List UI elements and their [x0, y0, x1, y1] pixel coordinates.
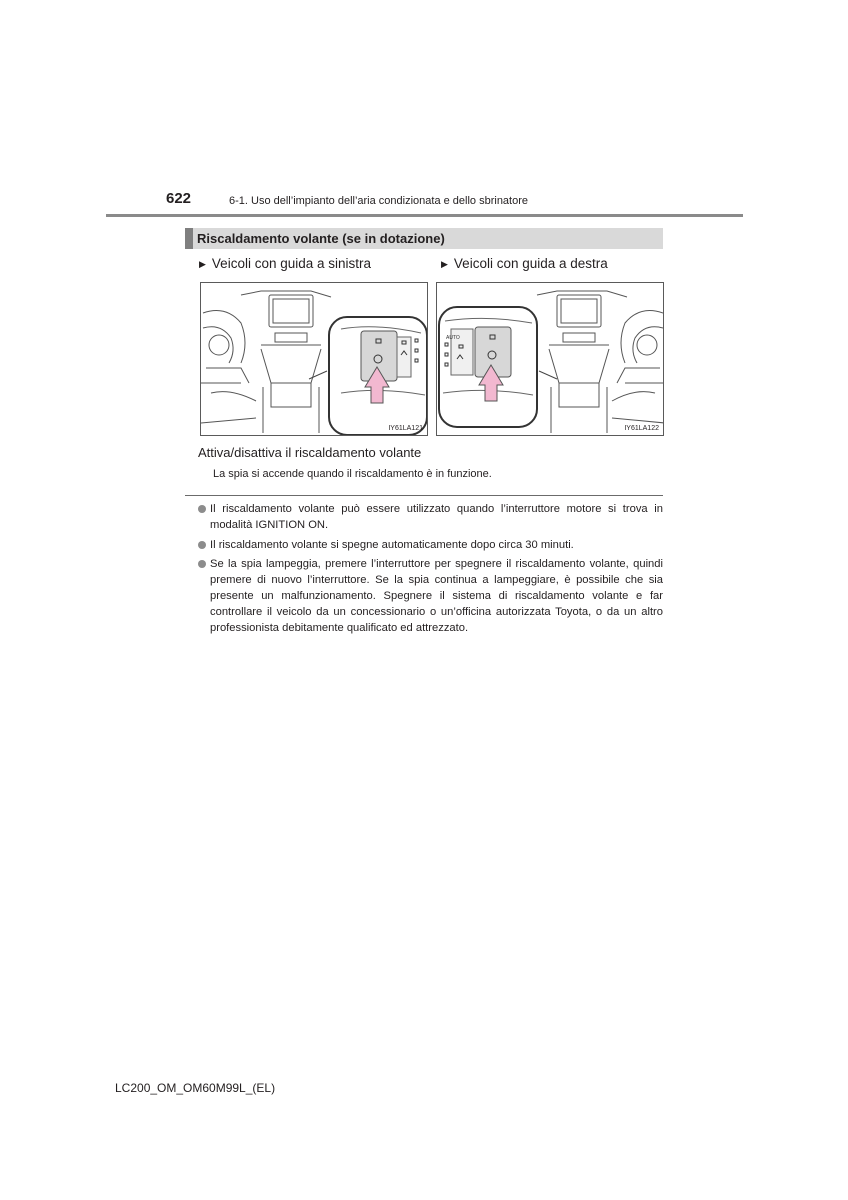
- note-text: Se la spia lampeggia, premere l’interruttore per spegnere il riscaldamento volante, quindi premere di nuovo l’interruttore. Se la spia continua a lampeggiare, è possibile che sia presente un malfunzionamento. Spegnere il sistema di riscaldamento volante e far controllare il veicolo da un concessionario o un’officina autorizzata Toyota, o da un altro professionista debitamente qualificato ed attrezzato.: [210, 558, 663, 634]
- figure-code-left: IY61LA121: [388, 425, 423, 432]
- variant-left-hand-drive: [199, 256, 371, 271]
- triangle-bullet-icon: ▶: [441, 259, 448, 269]
- auto-label: AUTO: [446, 335, 460, 341]
- page-number: 622: [166, 190, 192, 207]
- dashboard-illustration-left: [201, 283, 428, 436]
- figure-left-hand-drive: [200, 282, 428, 436]
- bullet-dot-icon: [198, 560, 206, 568]
- note-item: [198, 502, 663, 534]
- variant-left-label: Veicoli con guida a sinistra: [211, 256, 372, 271]
- section-title: Riscaldamento volante (se in dotazione): [197, 231, 445, 246]
- note-text: Il riscaldamento volante si spegne automaticamente dopo circa 30 minuti.: [210, 538, 574, 551]
- footer-code: LC200_OM_OM60M99L_(EL): [115, 1081, 276, 1095]
- notes-rule: [185, 495, 663, 496]
- caption-title: Attiva/disattiva il riscaldamento volante: [198, 445, 422, 460]
- bullet-dot-icon: [198, 505, 206, 513]
- bullet-dot-icon: [198, 541, 206, 549]
- triangle-bullet-icon: ▶: [199, 259, 206, 269]
- note-item: [198, 538, 663, 554]
- section-heading: [185, 228, 663, 249]
- notes-list: [198, 502, 663, 640]
- caption-subtitle: La spia si accende quando il riscaldamento è in funzione.: [213, 468, 492, 480]
- note-item: [198, 557, 663, 636]
- figure-right-hand-drive: [436, 282, 664, 436]
- dashboard-illustration-right: [437, 283, 664, 436]
- running-header: 6-1. Uso dell’impianto dell’aria condizionata e dello sbrinatore: [229, 195, 529, 207]
- variant-right-hand-drive: [441, 256, 608, 271]
- header-rule: [106, 214, 743, 217]
- note-text: Il riscaldamento volante può essere utilizzato quando l’interruttore motore si trova in modalità IGNITION ON.: [210, 503, 663, 531]
- figure-code-right: IY61LA122: [624, 425, 659, 432]
- variant-right-label: Veicoli con guida a destra: [453, 256, 608, 271]
